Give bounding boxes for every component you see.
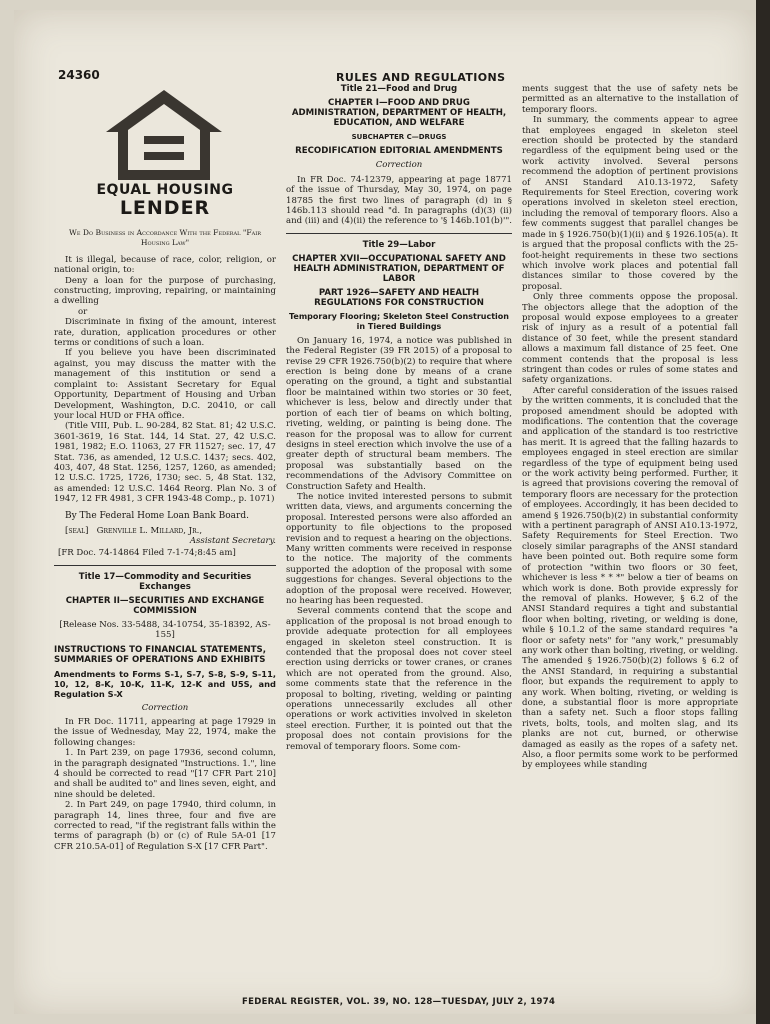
chapter-17-heading: CHAPTER XVII—OCCUPATIONAL SAFETY AND HEALTH ADMINISTRATION, DEPARTMENT OF LABOR [292, 253, 506, 284]
page-footer: FEDERAL REGISTER, VOL. 39, NO. 128—TUESDAY, JULY 2, 1974 [242, 997, 556, 1007]
amendments-heading: Amendments to Forms S-1, S-7, S-8, S-9, S-11, 10, 12, 8-K, 10-K, 11-K, 12-K and U5S, and Regulation S-X [54, 668, 276, 699]
fr-doc-number: [FR Doc. 74-14864 Filed 7-1-74;8:45 am] [58, 548, 236, 559]
part-1926-heading: PART 1926—SAFETY AND HEALTH REGULATIONS FOR CONSTRUCTION [314, 287, 484, 308]
title-21-heading: Title 21—Food and Drug [340, 84, 458, 94]
signer-name: Grenville L. Millard, Jr., [96, 525, 203, 536]
board-signoff: By The Federal Home Loan Bank Board. [65, 510, 249, 521]
subchapter-heading: SUBCHAPTER C—DRUGS [351, 133, 447, 141]
logo-text-lender: LENDER [119, 197, 211, 219]
divider [54, 565, 276, 566]
paragraph: Discriminate in fixing of the amount, interest rate, duration, application procedures or other terms or conditions of such a loan. [54, 317, 276, 349]
paragraph: ments suggest that the use of safety nets be permitted as an alternative to the installation of temporary floors. [522, 84, 738, 115]
paragraph-or: or [78, 306, 88, 317]
paragraph: 1. In Part 239, on page 17936, second column, in the paragraph designated "Instructions. 1.", line 4 should be corrected to read "[17 CFR Part 210] and shall be audited to" and lines seven, eight, and nine should be deleted. [54, 748, 276, 800]
recodification-heading: RECODIFICATION EDITORIAL AMENDMENTS [295, 146, 503, 157]
logo-text-equal-housing: EQUAL HOUSING [96, 182, 234, 198]
paragraph: On January 16, 1974, a notice was published in the Federal Register (39 FR 2015) of a proposal to revise 29 CFR 1926.750(b)(2) to require that where erection is being done by means of a crane operating on the ground, a tight and substantial floor be maintained within two stories or 30 feet, whichever is less, below and directly under that portion of each tier of beams on which bolting, riveting, welding, or painting is being done. The reason for the proposal was to allow for current designs in steel erection which involve the use of a greater depth of structural beam members. The proposal was substantially based on the recommendations of the Advisory Committee on Construction Safety and Health. [286, 335, 512, 492]
paragraph: Deny a loan for the purpose of purchasing, constructing, improving, repairing, or maintaining a dwelling [54, 275, 276, 307]
fair-housing-intro: We Do Business in Accordance With the Federal "Fair Housing Law" [69, 228, 261, 248]
paragraph: Only three comments oppose the proposal. The objectors allege that the adoption of the proposal would expose employees to a greater risk of injury as a result of a potential fall distance of 30 feet, while the present standard allows a maximum fall distance of 25 feet. One comment contends that the proposal is less stringent than codes or rules of some states and safety organizations. [522, 292, 738, 386]
paragraph: It is illegal, because of race, color, religion, or national origin, to: [54, 254, 276, 276]
column-1 [54, 84, 276, 852]
signer-title: Assistant Secretary. [189, 535, 276, 546]
citation-paragraph: (Title VIII, Pub. L. 90-284, 82 Stat. 81; 42 U.S.C. 3601-3619, 16 Stat. 144, 14 Stat. 27, 42 U.S.C. 1981, 1982; E.O. 11063, 27 FR 11527; sec. 17, 47 Stat. 736, as amended, 12 U.S.C. 1437; secs. 402, 403, 407, 48 Stat. 1256, 1257, 1260, as amended; 12 U.S.C. 1725, 1726, 1730; sec. 5, 48 Stat. 132, as amended: 12 U.S.C. 1464 Reorg. Plan No. 3 of 1947, 12 FR 4981, 3 CFR 1943-48 Comp., p. 1071) [54, 421, 276, 505]
equal-housing-logo-icon [102, 86, 226, 182]
paragraph: In FR Doc. 74-12379, appearing at page 18771 of the issue of Thursday, May 30, 1974, on page 18785 the first two lines of paragraph (d) in § 146b.113 should read "d. In paragraphs (d)(3) (ii) and (iii) and (4)(ii) the reference to '§ 146b.101(b)'". [286, 174, 513, 227]
temporary-flooring-heading: Temporary Flooring; Skeleton Steel Construction in Tiered Buildings [289, 311, 509, 331]
divider [286, 233, 512, 234]
column-3 [522, 84, 738, 771]
instructions-heading: INSTRUCTIONS TO FINANCIAL STATEMENTS, SUMMARIES OF OPERATIONS AND EXHIBITS [54, 644, 266, 665]
release-numbers: [Release Nos. 33-5488, 34-10754, 35-18392, AS-155] [59, 619, 271, 641]
page-header-title: RULES AND REGULATIONS [336, 71, 506, 84]
paragraph: If you believe you have been discriminated against, you may discuss the matter with the management of this institution or send a complaint to: Assistant Secretary for Equal Opportunity, Department of Housing and Urban Development, Washington, D.C. 20410, or call your local HUD or FHA office. [54, 348, 276, 421]
page-edge-shadow [756, 0, 770, 1024]
paragraph: After careful consideration of the issues raised by the written comments, it is concluded that the proposed amendment should be adopted with modifications. The contention that the coverage and application of the standard is too restrictive has merit. It is agreed that the falling hazards to employees engaged in steel erection are similar regardless of the type of equipment being used or the work activity being performed. Further, it is agreed that provisions covering the removal of temporary floors are necessary for the protection of employees. Accordingly, it has been decided to amend § 1926.750(b)(2) in substantial conformity with a pertinent paragraph of ANSI A10.13-1972, Safety Requirements for Steel Erection. Two closely similar paragraphs of the ANSI standard have been pointed out. Both require some form of protection "within two floors or 30 feet, whichever is less * * *" below a tier of beams on which work is done. Both provide expressly for the removal of planks. However, § 6.2 of the ANSI Standard requires a tight and substantial floor when bolting, riveting, or welding is done, while § 10.1.2 of the same standard requires "a floor or safety nets" for "any work," presumably any work other than bolting, riveting, or welding. The amended § 1926.750(b)(2) follows § 6.2 of the ANSI Standard, in requiring a substantial floor, but expands the requirement to apply to any work. When bolting, riveting, or welding is done, a substantial floor is more appropriate than a safety net. Such a floor stops falling rivets, bolts, tools, and molten slag, and its planks are not cut, burned, or otherwise damaged as easily as the ropes of a safety net. Also, a floor permits some work to be performed by employees while standing [522, 385, 738, 771]
column-2 [286, 84, 512, 752]
seal-mark: [seal] [65, 525, 89, 536]
paragraph: Several comments contend that the scope and application of the proposal is not broad enough to provide adequate protection for all employees engaged in skeleton steel construction. It is contended that the proposal does not cover steel erection using derricks or tower cranes, or cranes which are not operated from the ground. Also, some comments state that the reference in the proposal to bolting, riveting, welding or painting operations unnecessarily excludes all other operations or work activities involved in skeleton steel erection. Further, it is pointed out that the proposal does not contain provisions for the removal of temporary floors. Some com- [286, 606, 512, 752]
correction-label: Correction [375, 160, 423, 171]
paragraph: In summary, the comments appear to agree that employees engaged in skeleton steel erection should be protected by the standard regardless of the equipment being used or the work activity involved. Several persons recommend the adoption of pertinent provisions of ANSI Standard A10.13-1972, Safety Requirements for Steel Erection, covering work operations involved in skeleton steel erection, including the removal of temporary floors. Also a few comments suggest that parallel changes be made in § 1926.750(b)(1)(ii) and § 1926.105(a). It is argued that the proposal conflicts with the 25-foot-height requirements in these two sections which involve work places and potential fall distances similar to those covered by the proposal. [522, 115, 738, 292]
chapter-2-heading: CHAPTER II—SECURITIES AND EXCHANGE COMMISSION [65, 595, 265, 616]
paragraph: The notice invited interested persons to submit written data, views, and arguments concerning the proposal. Interested persons were also afforded an opportunity to file objections to the proposed revision and to request a hearing on the objections. Many written comments were received in response to the notice. The majority of the comments supported the adoption of the proposal with some suggestions for changes. Several objections to the adoption of the proposal were received. However, no hearing has been requested. [286, 491, 512, 606]
correction-label: Correction [141, 702, 189, 713]
signature-line [54, 526, 276, 536]
paragraph: In FR Doc. 11711, appearing at page 17929 in the issue of Wednesday, May 22, 1974, make the following changes: [54, 717, 276, 748]
chapter-1-heading: CHAPTER I—FOOD AND DRUG ADMINISTRATION, DEPARTMENT OF HEALTH, EDUCATION, AND WELFARE [291, 98, 507, 128]
title-17-heading: Title 17—Commodity and Securities Exchanges [78, 571, 252, 592]
paragraph: 2. In Part 249, on page 17940, third column, in paragraph 14, lines three, four and five are corrected to read, "if the registrant falls within the terms of paragraph (b) or (c) of Rule 5A-01 [17 CFR 210.5A-01] of Regulation S-X [17 CFR Part". [54, 800, 276, 852]
page-number: 24360 [58, 68, 100, 82]
title-29-heading: Title 29—Labor [362, 239, 436, 250]
